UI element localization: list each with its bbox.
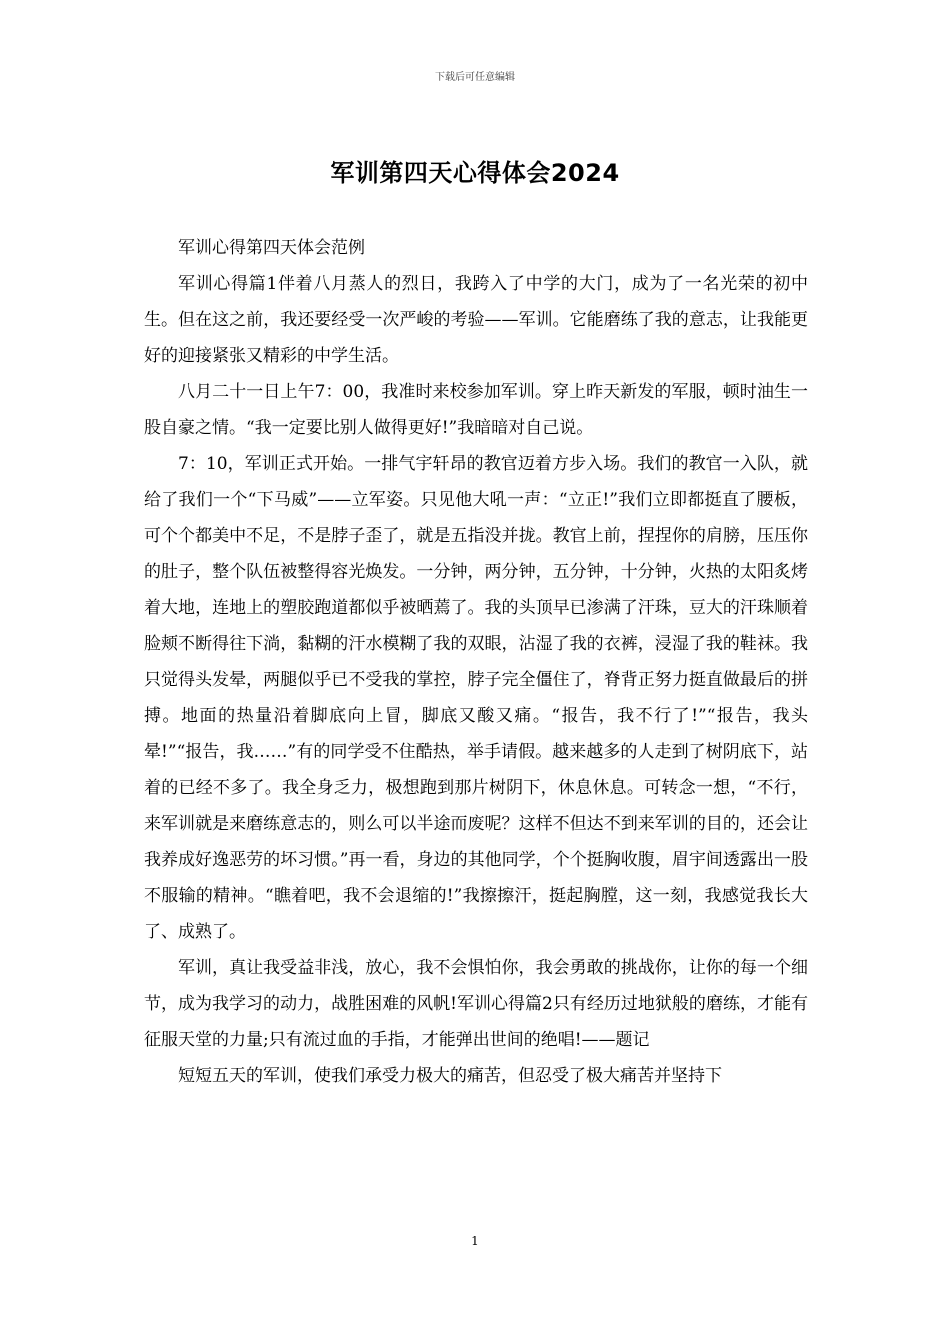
document-body	[144, 230, 808, 1094]
page-number: 1	[471, 1234, 479, 1248]
paragraph: 军训心得第四天体会范例	[178, 238, 365, 258]
header-note: 下载后可任意编辑	[435, 72, 515, 83]
paragraph: 军训心得篇1伴着八月蒸人的烈日，我跨入了中学的大门，成为了一名光荣的初中生。但在这之前，我还要经受一次严峻的考验——军训。它能磨练了我的意志，让我能更好的迎接紧张又精彩的中学生活。	[144, 274, 808, 366]
page-title: 军训第四天心得体会2024	[330, 159, 620, 187]
paragraph: 军训，真让我受益非浅，放心，我不会惧怕你，我会勇敢的挑战你，让你的每一个细节，成为我学习的动力，战胜困难的风帆!军训心得篇2只有经历过地狱般的磨练，才能有征服天堂的力量;只有流过血的手指，才能弹出世间的绝唱!——题记	[144, 958, 808, 1050]
paragraph: 八月二十一日上午7：00，我准时来校参加军训。穿上昨天新发的军服，顿时油生一股自豪之情。“我一定要比别人做得更好!”我暗暗对自己说。	[144, 382, 808, 438]
paragraph: 7：10，军训正式开始。一排气宇轩昂的教官迈着方步入场。我们的教官一入队，就给了我们一个“下马威”——立军姿。只见他大吼一声：“立正!”我们立即都挺直了腰板，可个个都美中不足，不是脖子歪了，就是五指没并拢。教官上前，捏捏你的肩膀，压压你的肚子，整个队伍被整得容光焕发。一分钟，两分钟，五分钟，十分钟，火热的太阳炙烤着大地，连地上的塑胶跑道都似乎被晒蔫了。我的头顶早已渗满了汗珠，豆大的汗珠顺着脸颊不断得往下淌，黏糊的汗水模糊了我的双眼，沾湿了我的衣裤，浸湿了我的鞋袜。我只觉得头发晕，两腿似乎已不受我的掌控，脖子完全僵住了，脊背正努力挺直做最后的拼搏。地面的热量沿着脚底向上冒，脚底又酸又痛。“报告，我不行了!”“报告，我头晕!”“报告，我……”有的同学受不住酷热，举手请假。越来越多的人走到了树阴底下，站着的已经不多了。我全身乏力，极想跑到那片树阴下，休息休息。可转念一想，“不行，来军训就是来磨练意志的，则么可以半途而废呢？这样不但达不到来军训的目的，还会让我养成好逸恶劳的坏习惯。”再一看，身边的其他同学，个个挺胸收腹，眉宇间透露出一股不服输的精神。“瞧着吧，我不会退缩的!”我擦擦汗，挺起胸膛，这一刻，我感觉我长大了、成熟了。	[144, 454, 808, 942]
paragraph: 短短五天的军训，使我们承受力极大的痛苦，但忍受了极大痛苦并坚持下	[178, 1066, 722, 1086]
